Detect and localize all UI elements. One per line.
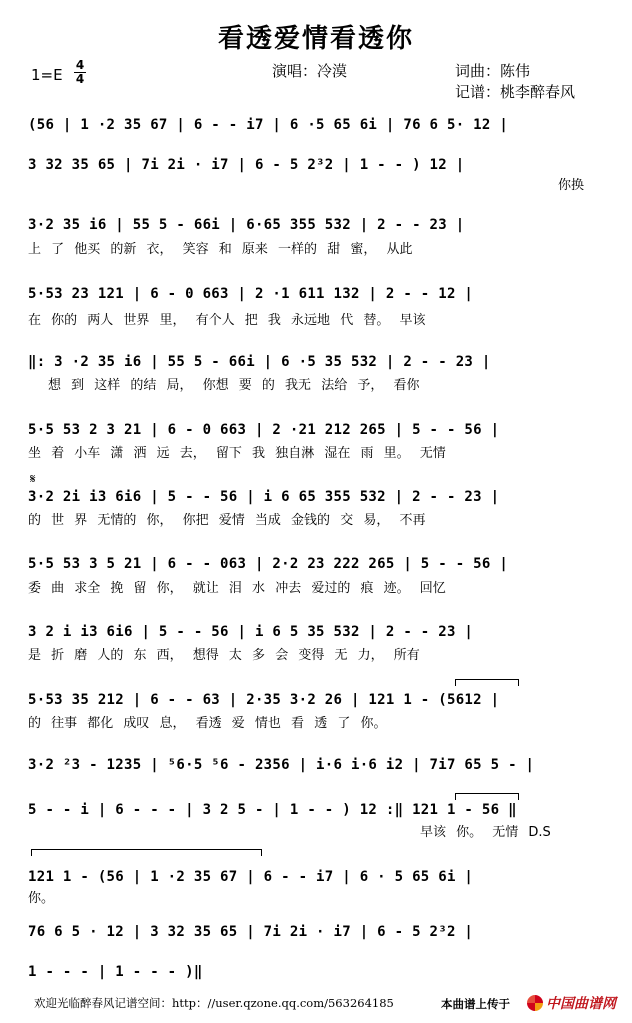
score-line-6: 5·5 53 2 3 21 | 6 - 0 663 | 2 ·21 212 265 | 5 - - 56 |: [28, 422, 500, 438]
site-logo[interactable]: [527, 993, 616, 1013]
lyric-line-12: 早该 你。 无情 D.S: [420, 825, 551, 840]
score-line-4: 5·53 23 121 | 6 - 0 663 | 2 ·1 611 132 | 2 - - 12 |: [28, 286, 474, 302]
score-line-15: 1 - - - | 1 - - - )‖: [28, 964, 203, 980]
lyric-line-10: 的 往事 都化 成叹 息， 看透 爱 情也 看 透 了 你。: [28, 716, 387, 731]
score-line-1: (56 | 1 ·2 35 67 | 6 - - i7 | 6 ·5 65 6i | 76 6 5· 12 |: [28, 117, 509, 133]
site-logo-icon: [527, 995, 543, 1011]
composer-credit: 词曲：陈伟: [455, 62, 531, 80]
score-line-14: 76 6 5 · 12 | 3 32 35 65 | 7i 2i · i7 | 6 - 5 2³2 |: [28, 924, 474, 940]
lyric-line-3: 上 了 他买 的新 衣， 笑容 和 原来 一样的 甜 蜜， 从此: [28, 242, 413, 257]
score-line-12: 5 - - i | 6 - - - | 3 2 5 - | 1 - - ) 12 :‖ 121 1 - 56 ‖: [28, 802, 517, 818]
score-line-7: 3·2 2i i3 6i6 | 5 - - 56 | i 6 65 355 532 | 2 - - 23 |: [28, 489, 500, 505]
time-signature: [73, 59, 87, 86]
time-signature-top: 4: [75, 58, 85, 72]
ending-bracket-3: [31, 849, 262, 856]
lyric-line-9: 是 折 磨 人的 东 西， 想得 太 多 会 变得 无 力， 所有: [28, 648, 420, 663]
score-line-9: 3 2 i i3 6i6 | 5 - - 56 | i 6 5 35 532 | 2 - - 23 |: [28, 624, 474, 640]
score-line-11: 3·2 ²3 - 1235 | ⁵6·5 ⁵6 - 2356 | i·6 i·6 i2 | 7i7 65 5 - |: [28, 757, 535, 773]
score-line-3: 3·2 35 i6 | 55 5 - 66i | 6·65 355 532 | 2 - - 23 |: [28, 217, 465, 233]
lyric-line-4: 在 你的 两人 世界 里， 有个人 把 我 永远地 代 替。 早该: [28, 313, 426, 328]
lyric-line-7: 的 世 界 无情的 你， 你把 爱情 当成 金钱的 交 易， 不再: [28, 513, 426, 528]
lyric-line-6: 坐 着 小车 潇 洒 远 去， 留下 我 独自淋 湿在 雨 里。 无情: [28, 446, 446, 461]
score-line-8: 5·5 53 3 5 21 | 6 - - 063 | 2·2 23 222 265 | 5 - - 56 |: [28, 556, 509, 572]
segno-icon: 𝄋: [30, 472, 36, 487]
key-signature: 1=E: [31, 66, 63, 84]
singer-credit: 演唱：冷漠: [272, 62, 348, 80]
site-logo-text: 中国曲谱网: [546, 996, 616, 1012]
lyric-line-5: 想 到 这样 的结 局， 你想 要 的 我无 法给 予， 看你: [48, 378, 420, 393]
lyric-line-13: 你。: [28, 891, 55, 906]
footer-website-note: 欢迎光临醉春风记谱空间：http：//user.qzone.qq.com/563264185: [34, 996, 394, 1010]
score-line-13: 121 1 - (56 | 1 ·2 35 67 | 6 - - i7 | 6 · 5 65 6i |: [28, 869, 474, 885]
score-line-5: ‖: 3 ·2 35 i6 | 55 5 - 66i | 6 ·5 35 532 | 2 - - 23 |: [28, 354, 491, 370]
ending-bracket-1: [455, 679, 519, 686]
score-line-10: 5·53 35 212 | 6 - - 63 | 2·35 3·2 26 | 121 1 - (5612 |: [28, 692, 500, 708]
time-signature-bottom: 4: [75, 72, 85, 86]
footer-upload-note: 本曲谱上传于: [441, 997, 510, 1011]
transcriber-credit: 记谱：桃李醉春风: [455, 83, 576, 101]
lyric-line-2: 你换: [558, 178, 585, 193]
lyric-line-8: 委 曲 求全 挽 留 你， 就让 泪 水 冲去 爱过的 痕 迹。 回忆: [28, 581, 446, 596]
page-title: 看透爱情看透你: [217, 24, 414, 54]
score-line-2: 3 32 35 65 | 7i 2i · i7 | 6 - 5 2³2 | 1 - - ) 12 |: [28, 157, 465, 173]
